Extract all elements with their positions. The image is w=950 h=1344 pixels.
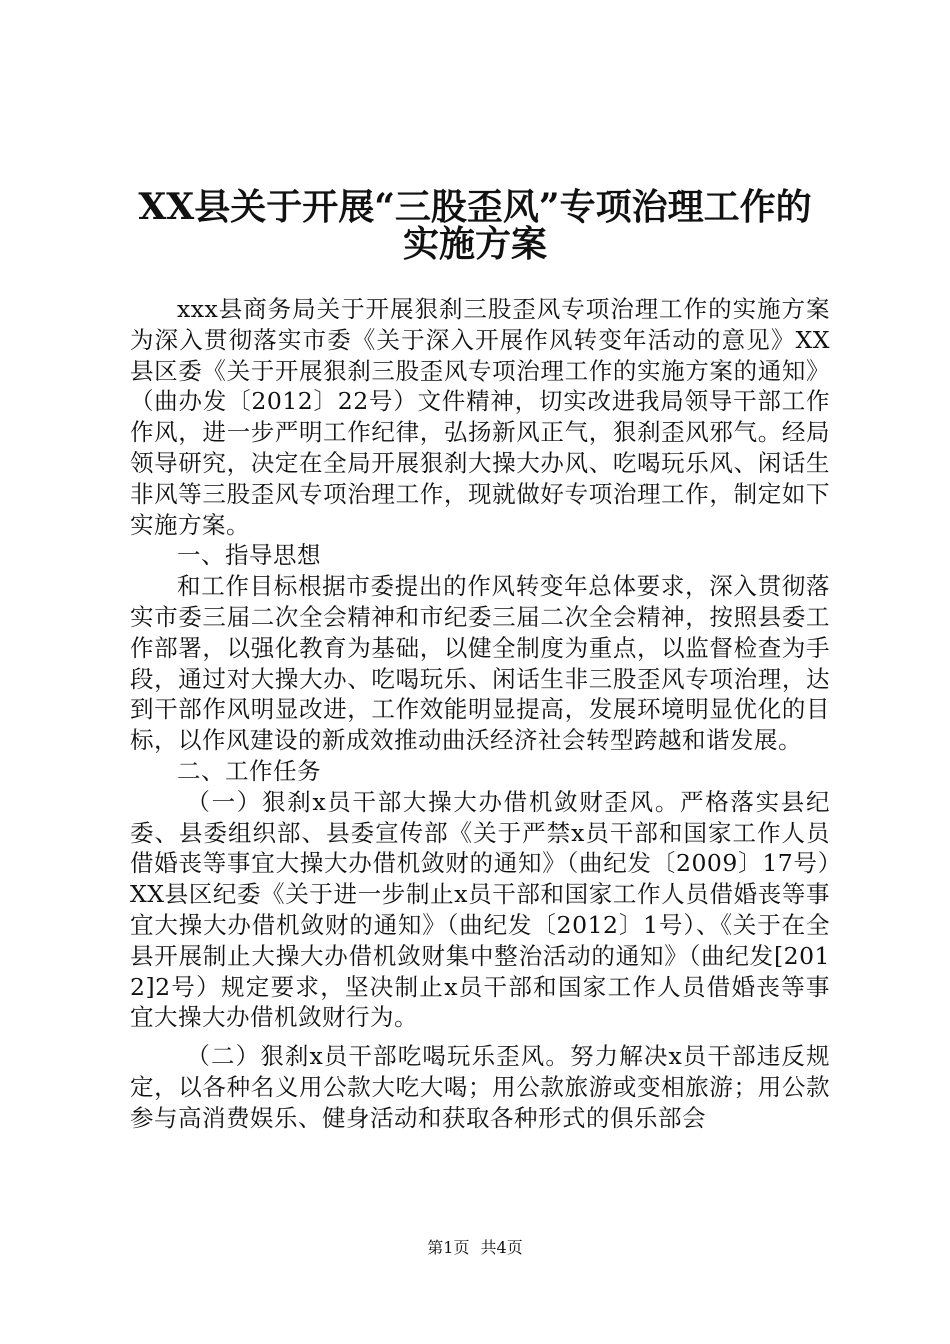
section-heading-guiding-thought: 一、指导思想 bbox=[177, 541, 321, 570]
document-body bbox=[130, 294, 830, 1134]
page-total: 共4页 bbox=[480, 1238, 523, 1257]
paragraph-gap bbox=[130, 1033, 830, 1041]
task-item-2-paragraph: （二）狠刹x员干部吃喝玩乐歪风。努力解决x员干部违反规定，以各种名义用公款大吃大喝；用公款旅游或变相旅游；用公款参与高消费娱乐、健身活动和获取各种形式的俱乐部会 bbox=[130, 1042, 830, 1132]
page-footer bbox=[0, 1237, 950, 1259]
guiding-thought-paragraph: 和工作目标根据市委提出的作风转变年总体要求，深入贯彻落实市委三届二次全会精神和市纪委三届二次全会精神，按照县委工作部署，以强化教育为基础，以健全制度为重点，以监督检查为手段，通过对大操大办、吃喝玩乐、闲话生非三股歪风专项治理，达到干部作风明显改进，工作效能明显提高，发展环境明显优化的目标，以作风建设的新成效推动曲沃经济社会转型跨越和谐发展。 bbox=[130, 572, 830, 755]
task-item-1-paragraph: （一）狠刹x员干部大操大办借机敛财歪风。严格落实县纪委、县委组织部、县委宣传部《关于严禁x员干部和国家工作人员借婚丧等事宜大操大办借机敛财的通知》（曲纪发〔2009〕17号）XX县区纪委《关于进一步制止x员干部和国家工作人员借婚丧等事宜大操大办借机敛财的通知》（曲纪发〔2012〕1号）、《关于在全县开展制止大操大办借机敛财集中整治活动的通知》（曲纪发[2012]2号）规定要求，坚决制止x员干部和国家工作人员借婚丧等事宜大操大办借机敛财行为。 bbox=[130, 787, 830, 1032]
section-heading-work-tasks: 二、工作任务 bbox=[177, 756, 321, 785]
page-number: 第1页 bbox=[427, 1238, 470, 1257]
document-title-line-2: 实施方案 bbox=[402, 223, 547, 265]
document-title-line-1: XX县关于开展“三股歪风”专项治理工作的 bbox=[138, 186, 812, 228]
intro-paragraph: xxx县商务局关于开展狠刹三股歪风专项治理工作的实施方案为深入贯彻落实市委《关于深入开展作风转变年活动的意见》XX县区委《关于开展狠刹三股歪风专项治理工作的实施方案的通知》（曲办发〔2012〕22号）文件精神，切实改进我局领导干部工作作风，进一步严明工作纪律，弘扬新风正气，狠刹歪风邪气。经局领导研究，决定在全局开展狠刹大操大办风、吃喝玩乐风、闲话生非风等三股歪风专项治理工作，现就做好专项治理工作，制定如下实施方案。 bbox=[130, 295, 830, 539]
